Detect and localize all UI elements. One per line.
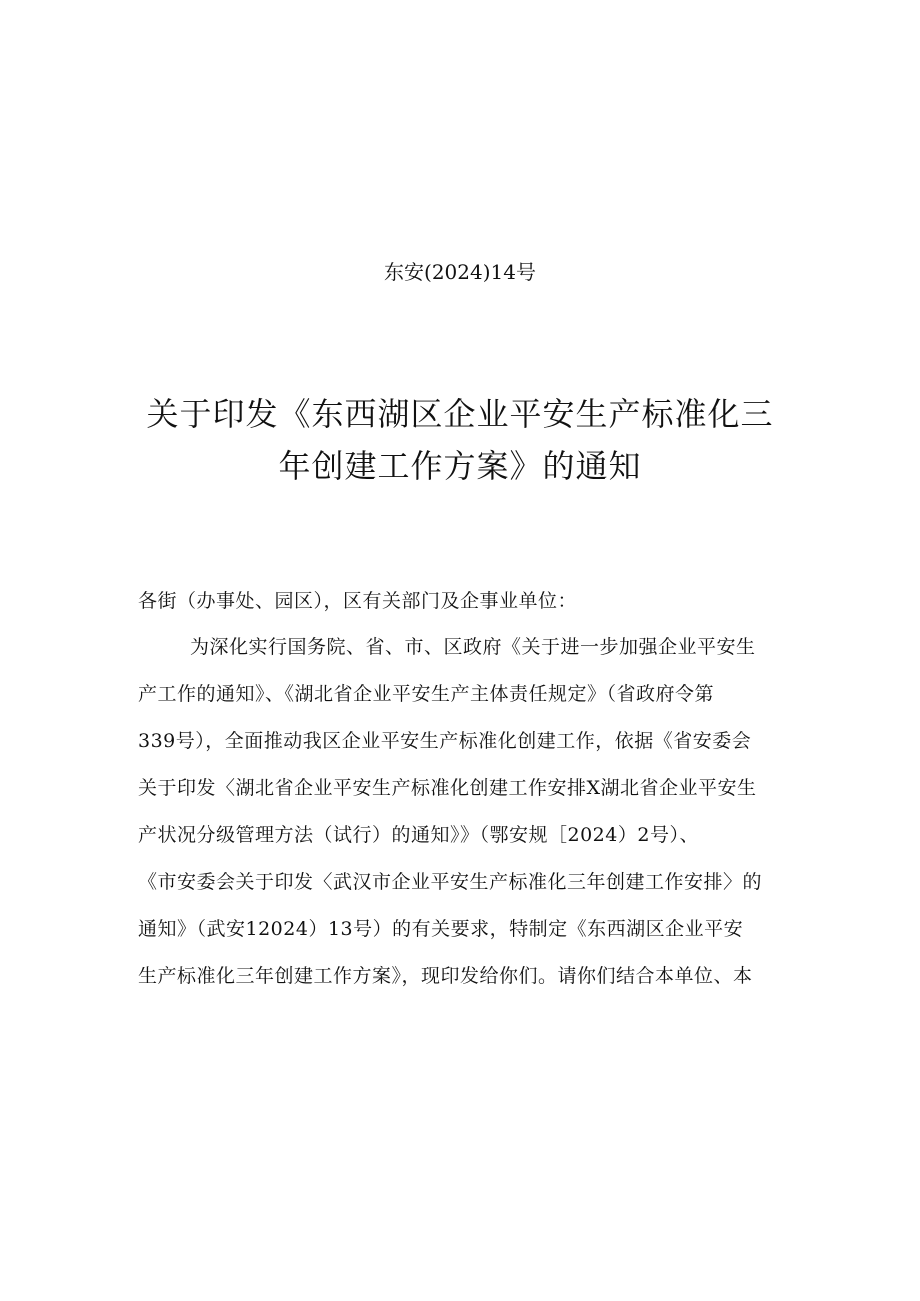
body-line: 为深化实行国务院、省、市、区政府《关于进一步加强企业平安生 bbox=[190, 636, 756, 658]
body-line: 《市安委会关于印发〈武汉市企业平安生产标准化三年创建工作安排〉的 bbox=[138, 871, 763, 893]
body-line: 339号），全面推动我区企业平安生产标准化创建工作，依据《省安委会 bbox=[138, 730, 752, 752]
body-line: 通知》（武安12024）13号）的有关要求，特制定《东西湖区企业平安 bbox=[138, 918, 744, 940]
body-line: 产工作的通知》、《湖北省企业平安生产主体责任规定》（省政府令第 bbox=[138, 683, 715, 705]
title-line: 关于印发《东西湖区企业平安生产标准化三 bbox=[146, 395, 774, 433]
body-paragraph bbox=[138, 632, 788, 1008]
body-line: 产状况分级管理方法（试行）的通知》》（鄂安规［2024）2号）、 bbox=[138, 824, 699, 846]
document-number: 东安(2024)14号 bbox=[384, 260, 536, 284]
document-title bbox=[120, 388, 800, 492]
body-line: 关于印发〈湖北省企业平安生产标准化创建工作安排X湖北省企业平安生 bbox=[138, 777, 757, 799]
title-line: 年创建工作方案》的通知 bbox=[278, 447, 642, 485]
addressee: 各街（办事处、园区），区有关部门及企事业单位： bbox=[138, 590, 578, 612]
body-line: 生产标准化三年创建工作方案》，现印发给你们。请你们结合本单位、本 bbox=[138, 965, 753, 987]
